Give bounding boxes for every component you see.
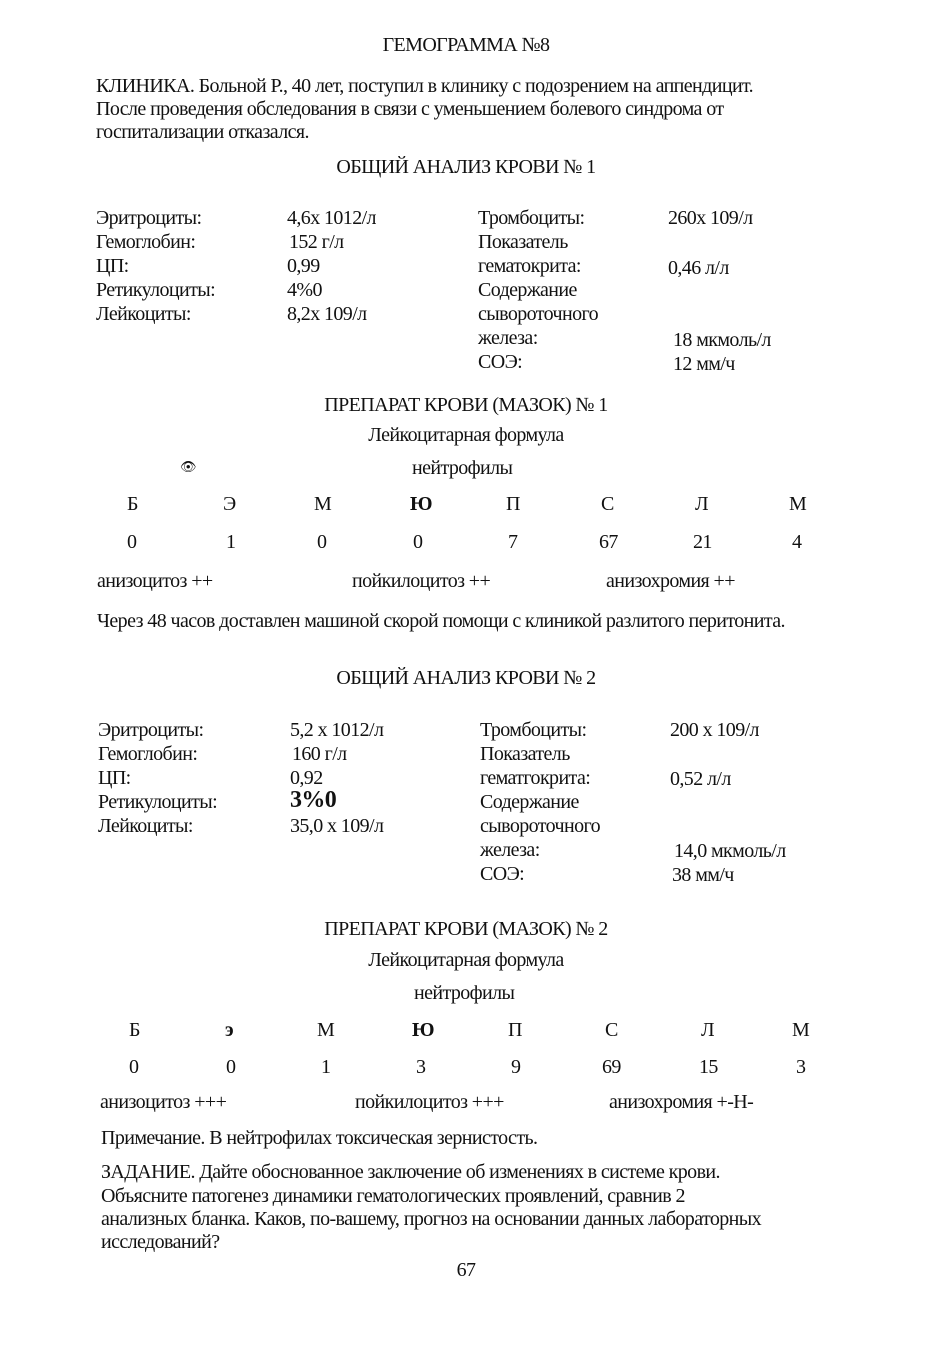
analysis-1-label-leukocytes: Лейкоциты:: [96, 303, 191, 325]
analysis-1-right-line-4: Содержание: [478, 279, 577, 301]
task-line-3: анализных бланка. Каков, по-вашему, прогноз на основании данных лабораторных: [101, 1208, 761, 1230]
analysis-2-right-line-4: Содержание: [480, 791, 579, 813]
smear-2-value-b: 0: [129, 1056, 139, 1078]
smear-1-heading: ПРЕПАРАТ КРОВИ (МАЗОК) № 1: [324, 394, 608, 416]
analysis-2-value-leukocytes: 35,0 х 109/л: [290, 815, 384, 837]
smear-1-value-e: 1: [226, 531, 236, 553]
smear-1-value-p: 7: [508, 531, 518, 553]
analysis-2-label-hemoglobin: Гемоглобин:: [98, 743, 198, 765]
analysis-1-right-line-5: сывороточного: [478, 303, 598, 325]
smear-2-poikilocytosis: пойкилоцитоз +++: [355, 1091, 504, 1113]
smear-2-header-yu: Ю: [412, 1019, 434, 1041]
analysis-2-label-leukocytes: Лейкоциты:: [98, 815, 193, 837]
analysis-1-right-line-2: Показатель: [478, 231, 568, 253]
analysis-2-label-reticulocytes: Ретикулоциты:: [98, 791, 218, 813]
analysis-2-value-hematocrit: 0,52 л/л: [670, 768, 731, 790]
smear-2-heading: ПРЕПАРАТ КРОВИ (МАЗОК) № 2: [324, 918, 608, 940]
smear-1-anisocytosis: анизоцитоз ++: [97, 570, 213, 592]
smear-1-header-l: Л: [695, 493, 708, 515]
smear-1-header-b: Б: [127, 493, 138, 515]
analysis-2-label-erythrocytes: Эритроциты:: [98, 719, 204, 741]
analysis-1-right-line-6: железа:: [478, 327, 538, 349]
analysis-1-value-reticulocytes: 4%0: [287, 279, 322, 301]
analysis-1-label-color-index: ЦП:: [96, 255, 129, 277]
smear-2-value-mono: 3: [796, 1056, 806, 1078]
smear-1-header-mono: М: [789, 493, 807, 515]
followup-text: Через 48 часов доставлен машиной скорой помощи с клиникой разлитого перитонита.: [97, 610, 785, 632]
analysis-2-value-reticulocytes: 3%0: [290, 787, 337, 813]
smear-2-header-s: С: [605, 1019, 618, 1041]
analysis-2-right-line-6: железа:: [480, 839, 540, 861]
smear-2-anisocytosis: анизоцитоз +++: [100, 1091, 227, 1113]
analysis-2-value-esr: 38 мм/ч: [672, 864, 734, 886]
smear-2-header-b: Б: [129, 1019, 140, 1041]
analysis-1-label-hemoglobin: Гемоглобин:: [96, 231, 196, 253]
smear-1-value-l: 21: [693, 531, 712, 553]
smear-2-header-p: П: [508, 1019, 522, 1041]
analysis-2-right-line-1: Тромбоциты:: [480, 719, 587, 741]
page-title: ГЕМОГРАММА №8: [382, 34, 550, 56]
smear-2-value-l: 15: [699, 1056, 718, 1078]
task-line-1: ЗАДАНИЕ. Дайте обоснованное заключение об изменениях в системе крови.: [101, 1161, 720, 1183]
smear-2-value-m: 1: [321, 1056, 331, 1078]
smear-1-value-m: 0: [317, 531, 327, 553]
page-number: 67: [456, 1259, 476, 1281]
smear-2-value-yu: 3: [416, 1056, 426, 1078]
smear-1-header-s: С: [601, 493, 614, 515]
smear-2-neutrophils-label: нейтрофилы: [414, 982, 515, 1004]
analysis-1-value-leukocytes: 8,2х 109/л: [287, 303, 367, 325]
smear-1-poikilocytosis: пойкилоцитоз ++: [352, 570, 491, 592]
analysis-1-heading: ОБЩИЙ АНАЛИЗ КРОВИ № 1: [336, 156, 596, 178]
analysis-1-value-hemoglobin: 152 г/л: [289, 231, 344, 253]
smear-2-header-l: Л: [701, 1019, 714, 1041]
task-line-4: исследований?: [101, 1231, 220, 1253]
analysis-1-right-line-1: Тромбоциты:: [478, 207, 585, 229]
smear-1-subheading: Лейкоцитарная формула: [368, 424, 564, 446]
analysis-1-label-erythrocytes: Эритроциты:: [96, 207, 202, 229]
smear-1-neutrophils-label: нейтрофилы: [412, 457, 513, 479]
analysis-1-value-iron: 18 мкмоль/л: [673, 329, 771, 351]
note-text: Примечание. В нейтрофилах токсическая зернистость.: [101, 1127, 538, 1149]
smear-2-subheading: Лейкоцитарная формула: [368, 949, 564, 971]
smear-1-anisochromia: анизохромия ++: [606, 570, 735, 592]
smear-1-header-e: Э: [223, 493, 236, 515]
analysis-2-value-erythrocytes: 5,2 х 1012/л: [290, 719, 384, 741]
analysis-1-value-hematocrit: 0,46 л/л: [668, 257, 729, 279]
smear-2-value-e: 0: [226, 1056, 236, 1078]
smear-1-value-yu: 0: [413, 531, 423, 553]
analysis-2-right-line-2: Показатель: [480, 743, 570, 765]
analysis-2-heading: ОБЩИЙ АНАЛИЗ КРОВИ № 2: [336, 667, 596, 689]
smear-1-header-p: П: [506, 493, 520, 515]
clinic-line-2: После проведения обследования в связи с уменьшением болевого синдрома от: [96, 98, 724, 120]
smear-1-value-b: 0: [127, 531, 137, 553]
analysis-1-value-erythrocytes: 4,6х 1012/л: [287, 207, 376, 229]
analysis-2-right-line-5: сывороточного: [480, 815, 600, 837]
analysis-2-value-hemoglobin: 160 г/л: [292, 743, 347, 765]
clinic-line-3: госпитализации отказался.: [96, 121, 309, 143]
analysis-1-value-esr: 12 мм/ч: [673, 353, 735, 375]
analysis-2-label-color-index: ЦП:: [98, 767, 131, 789]
analysis-1-value-color-index: 0,99: [287, 255, 320, 277]
smear-2-value-s: 69: [602, 1056, 621, 1078]
analysis-2-value-iron: 14,0 мкмоль/л: [674, 840, 786, 862]
eye-icon: 👁: [180, 459, 196, 474]
smear-1-value-mono: 4: [792, 531, 802, 553]
analysis-1-right-line-3: гематокрита:: [478, 255, 581, 277]
analysis-1-right-line-7: СОЭ:: [478, 351, 523, 373]
analysis-2-value-platelets: 200 х 109/л: [670, 719, 759, 741]
analysis-2-right-line-7: СОЭ:: [480, 863, 525, 885]
smear-2-value-p: 9: [511, 1056, 521, 1078]
smear-2-header-m: М: [317, 1019, 335, 1041]
smear-1-header-m: М: [314, 493, 332, 515]
clinic-line-1: КЛИНИКА. Больной Р., 40 лет, поступил в клинику с подозрением на аппендицит.: [96, 75, 754, 97]
analysis-2-value-color-index: 0,92: [290, 767, 323, 789]
smear-2-header-mono: М: [792, 1019, 810, 1041]
smear-1-header-yu: Ю: [410, 493, 432, 515]
smear-1-value-s: 67: [599, 531, 618, 553]
task-line-2: Объясните патогенез динамики гематологических проявлений, сравнив 2: [101, 1185, 685, 1207]
analysis-1-label-reticulocytes: Ретикулоциты:: [96, 279, 216, 301]
smear-2-header-e: э: [225, 1019, 234, 1041]
smear-2-anisochromia: анизохромия +-Н-: [609, 1091, 754, 1113]
analysis-2-right-line-3: гематгокрита:: [480, 767, 591, 789]
analysis-1-value-platelets: 260х 109/л: [668, 207, 753, 229]
